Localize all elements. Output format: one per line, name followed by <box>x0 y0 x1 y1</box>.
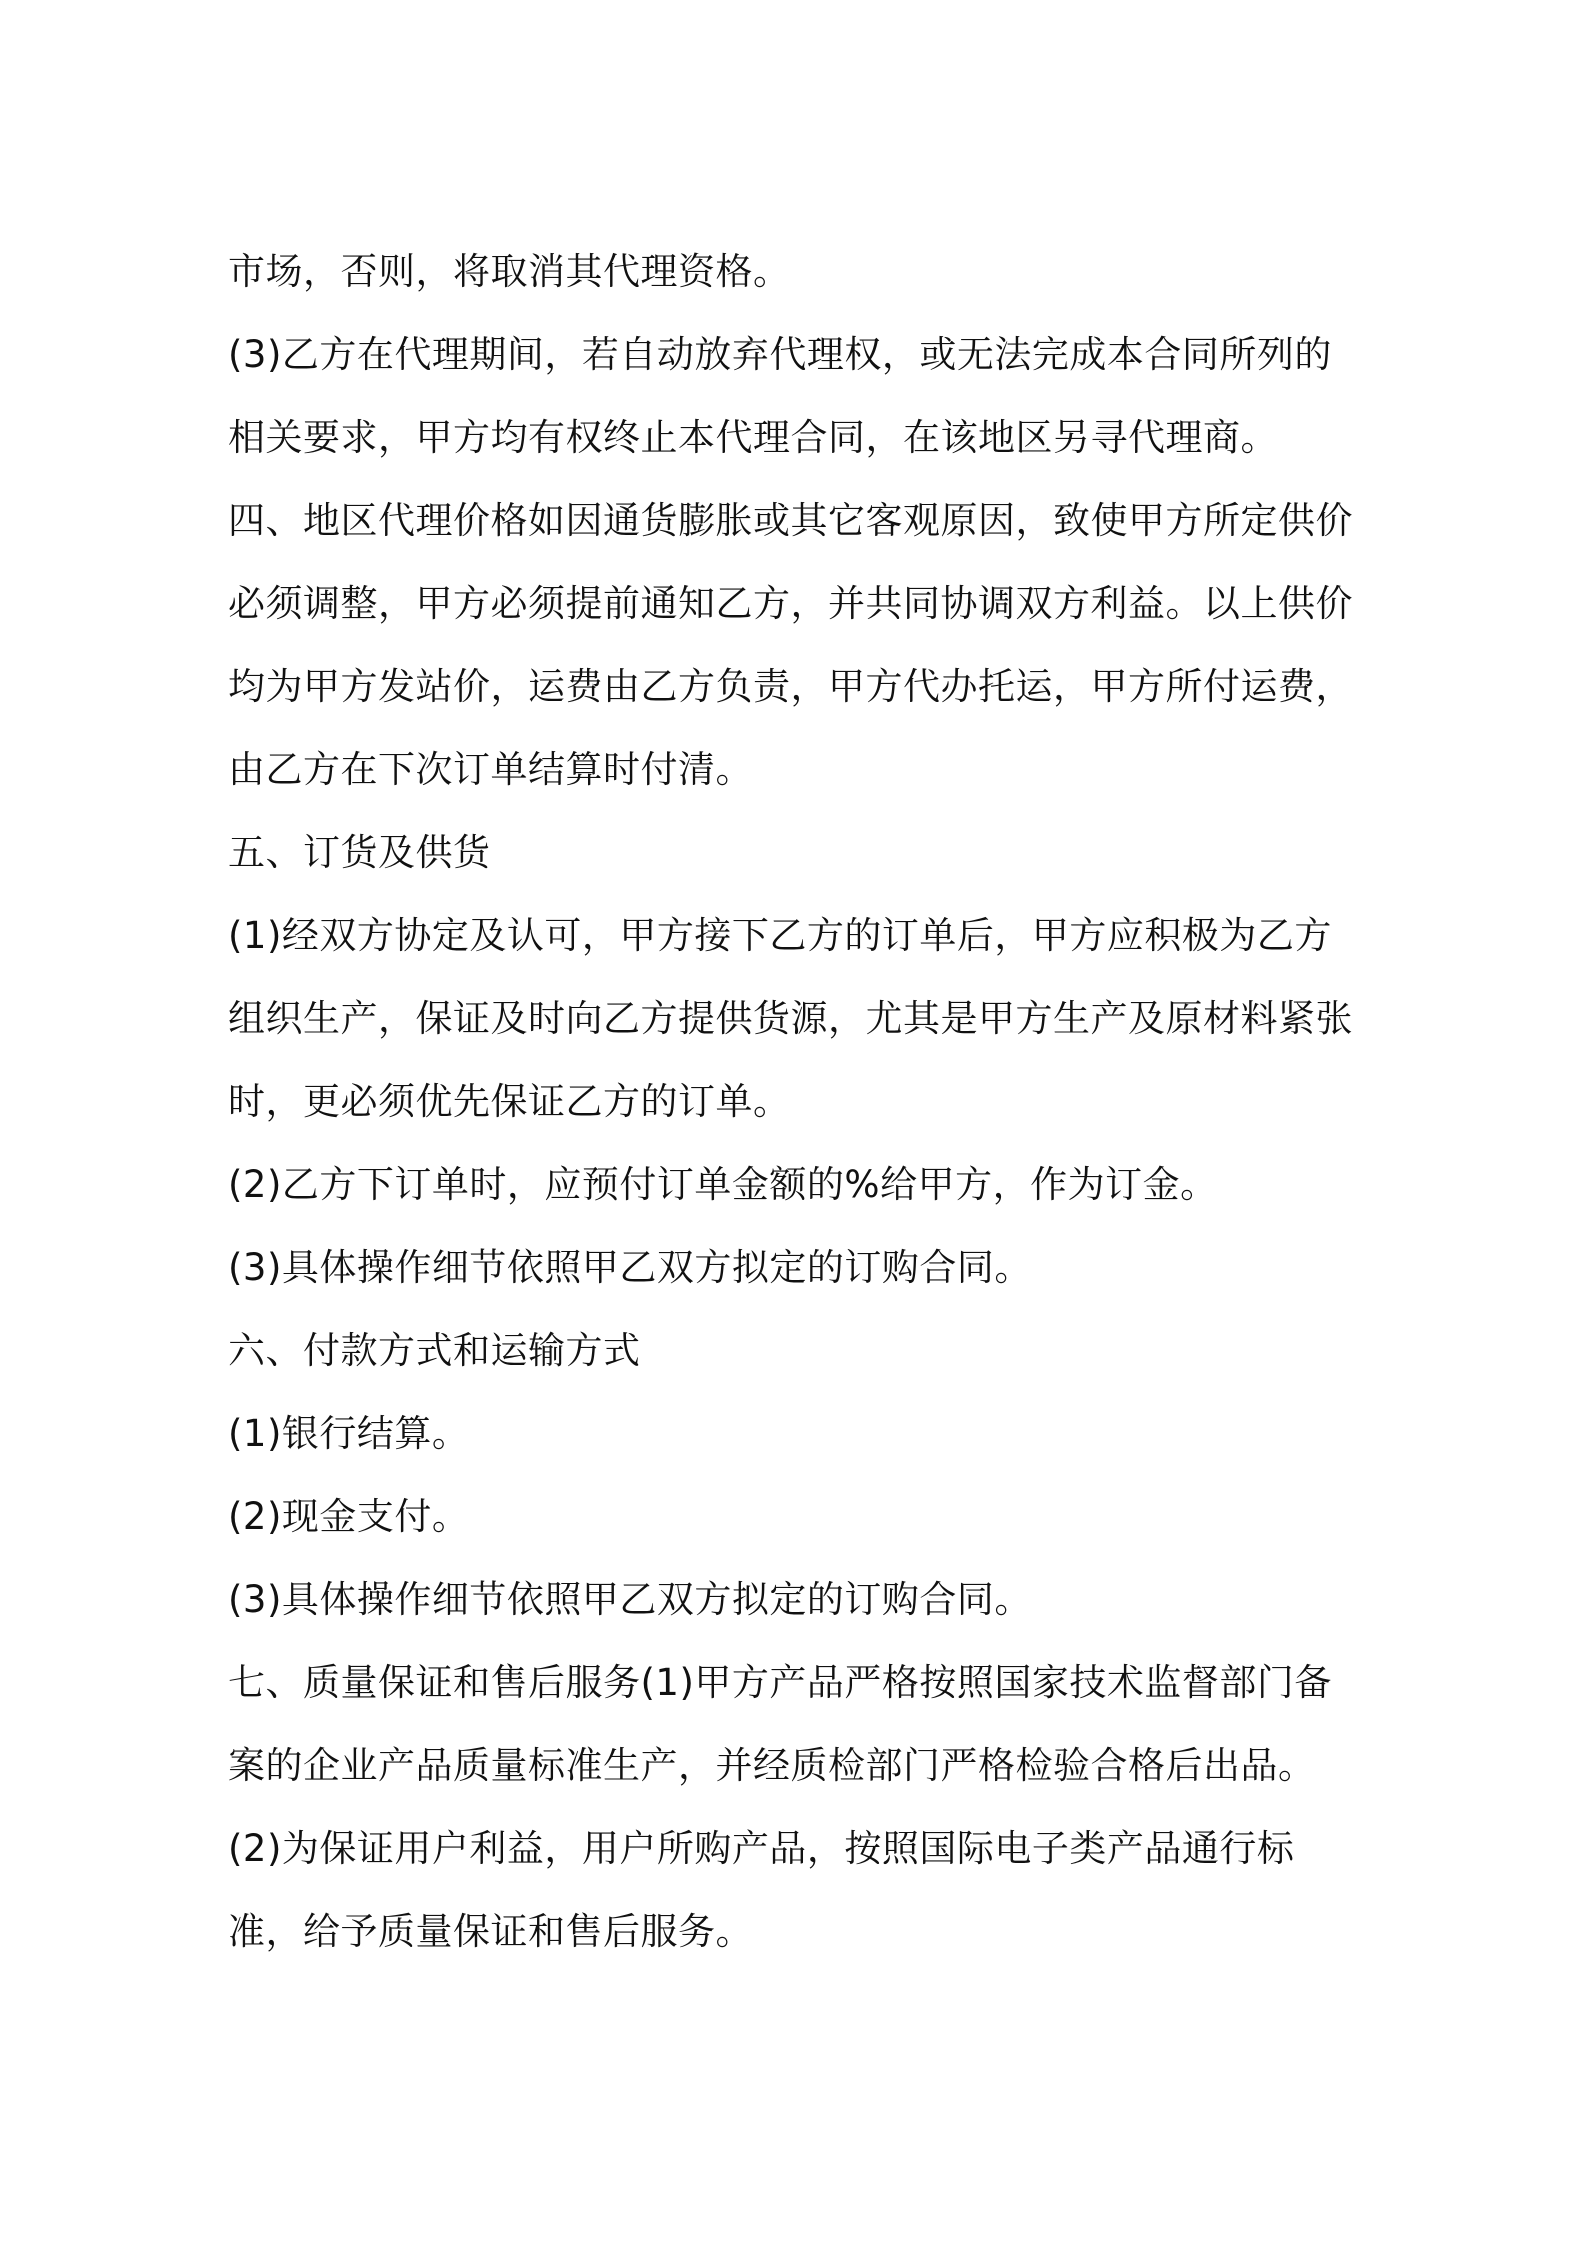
section-heading-ordering-supply: 五、订货及供货 <box>228 831 491 874</box>
document-body <box>228 230 1368 1973</box>
paragraph-section-7-quality: 七、质量保证和售后服务(1)甲方产品严格按照国家技术监督部门备案的企业产品质量标准生产，并经质检部门严格检验合格后出品。 <box>228 1661 1332 1787</box>
paragraph-clause-1-orders: (1)经双方协定及认可，甲方接下乙方的订单后，甲方应积极为乙方组织生产，保证及时向乙方提供货源，尤其是甲方生产及原材料紧张时，更必须优先保证乙方的订单。 <box>228 914 1353 1123</box>
paragraph-clause-3-abandon-agency: (3)乙方在代理期间，若自动放弃代理权，或无法完成本合同所列的相关要求，甲方均有权终止本代理合同，在该地区另寻代理商。 <box>228 333 1332 459</box>
paragraph-clause-2-after-sales: (2)为保证用户利益，用户所购产品，按照国际电子类产品通行标准，给予质量保证和售后服务。 <box>228 1827 1295 1953</box>
paragraph-clause-1-bank: (1)银行结算。 <box>228 1412 470 1455</box>
section-heading-payment-transport: 六、付款方式和运输方式 <box>228 1329 641 1372</box>
paragraph-market-clause: 市场，否则，将取消其代理资格。 <box>228 250 791 293</box>
paragraph-clause-3-order-contract-2: (3)具体操作细节依照甲乙双方拟定的订购合同。 <box>228 1578 1032 1621</box>
paragraph-clause-2-cash: (2)现金支付。 <box>228 1495 470 1538</box>
paragraph-clause-3-order-contract: (3)具体操作细节依照甲乙双方拟定的订购合同。 <box>228 1246 1032 1289</box>
paragraph-clause-2-deposit: (2)乙方下订单时，应预付订单金额的%给甲方，作为订金。 <box>228 1163 1218 1206</box>
paragraph-section-4-pricing: 四、地区代理价格如因通货膨胀或其它客观原因，致使甲方所定供价必须调整，甲方必须提前通知乙方，并共同协调双方利益。以上供价均为甲方发站价，运费由乙方负责，甲方代办托运，甲方所付运费，由乙方在下次订单结算时付清。 <box>228 499 1353 791</box>
